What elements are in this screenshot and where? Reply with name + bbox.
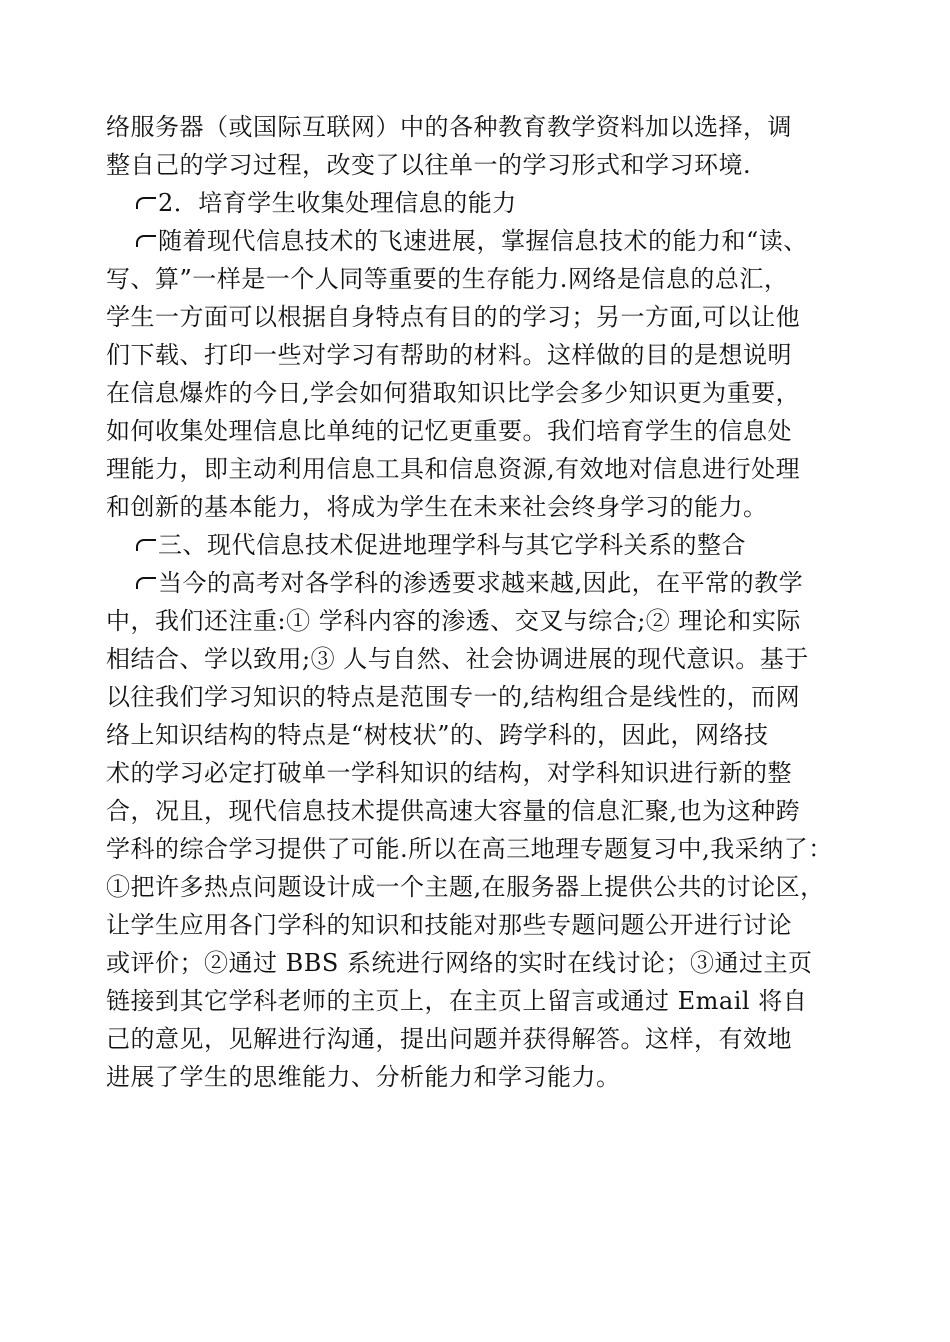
paragraph-mark-icon (134, 573, 158, 593)
paragraph-mark-icon (134, 535, 158, 555)
text-line (106, 526, 836, 564)
text-line-content: 随着现代信息技术的飞速进展，掌握信息技术的能力和“读、 (158, 227, 808, 255)
heading-text: 2．培育学生收集处理信息的能力 (158, 189, 517, 217)
section-heading-2 (106, 184, 836, 222)
text-line: 学科的综合学习提供了可能.所以在高三地理专题复习中,我采纳了： (106, 835, 833, 863)
text-line-content: 当今的高考对各学科的渗透要求越来越,因此，在平常的教学 (158, 569, 804, 597)
heading-text: 三、现代信息技术促进地理学科与其它学科关系的整合 (158, 531, 746, 559)
text-line: 们下载、打印一些对学习有帮助的材料。这样做的目的是想说明 (106, 341, 792, 369)
paragraph-continuation (106, 108, 836, 184)
text-line: 在信息爆炸的今日,学会如何猎取知识比学会多少知识更为重要， (106, 379, 801, 407)
text-line: 中，我们还注重:① 学科内容的渗透、交叉与综合;② 理论和实际 (106, 607, 801, 635)
text-line: 如何收集处理信息比单纯的记忆更重要。我们培育学生的信息处 (106, 417, 792, 445)
text-line: 学生一方面可以根据自身特点有目的的学习；另一方面,可以让他 (106, 303, 801, 331)
text-line: 己的意见，见解进行沟通，提出问题并获得解答。这样，有效地 (106, 1025, 792, 1053)
text-line: 和创新的基本能力，将成为学生在未来社会终身学习的能力。 (106, 493, 768, 521)
text-line: 以往我们学习知识的特点是范围专一的,结构组合是线性的，而网 (106, 683, 801, 711)
text-line: 或评价；②通过 BBS 系统进行网络的实时在线讨论；③通过主页 (106, 949, 813, 977)
paragraph-information-ability (106, 222, 836, 526)
text-line: 合，况且，现代信息技术提供高速大容量的信息汇聚,也为这种跨 (106, 797, 801, 825)
text-line: 让学生应用各门学科的知识和技能对那些专题问题公开进行讨论 (106, 911, 792, 939)
text-line (106, 564, 836, 602)
text-line: 整自己的学习过程，改变了以往单一的学习形式和学习环境. (106, 151, 752, 179)
text-line (106, 222, 836, 260)
text-line: ①把许多热点问题设计成一个主题,在服务器上提供公共的讨论区， (106, 873, 825, 901)
text-line: 络服务器（或国际互联网）中的各种教育教学资料加以选择，调 (106, 113, 792, 141)
text-line: 相结合、学以致用;③ 人与自然、社会协调进展的现代意识。基于 (106, 645, 809, 673)
text-line: 链接到其它学科老师的主页上，在主页上留言或通过 Email 将自 (106, 987, 808, 1015)
section-heading-3 (106, 526, 836, 564)
paragraph-mark-icon (134, 231, 158, 251)
text-line: 术的学习必定打破单一学科知识的结构，对学科知识进行新的整 (106, 759, 792, 787)
text-line (106, 184, 836, 222)
document-page (106, 108, 836, 1096)
text-line: 理能力，即主动利用信息工具和信息资源,有效地对信息进行处理 (106, 455, 801, 483)
text-line: 络上知识结构的特点是“树枝状”的、跨学科的，因此，网络技 (106, 721, 769, 749)
text-line: 写、算”一样是一个人同等重要的生存能力.网络是信息的总汇， (106, 265, 789, 293)
paragraph-integration (106, 564, 836, 1096)
text-line: 进展了学生的思维能力、分析能力和学习能力。 (106, 1063, 621, 1091)
paragraph-mark-icon (134, 193, 158, 213)
